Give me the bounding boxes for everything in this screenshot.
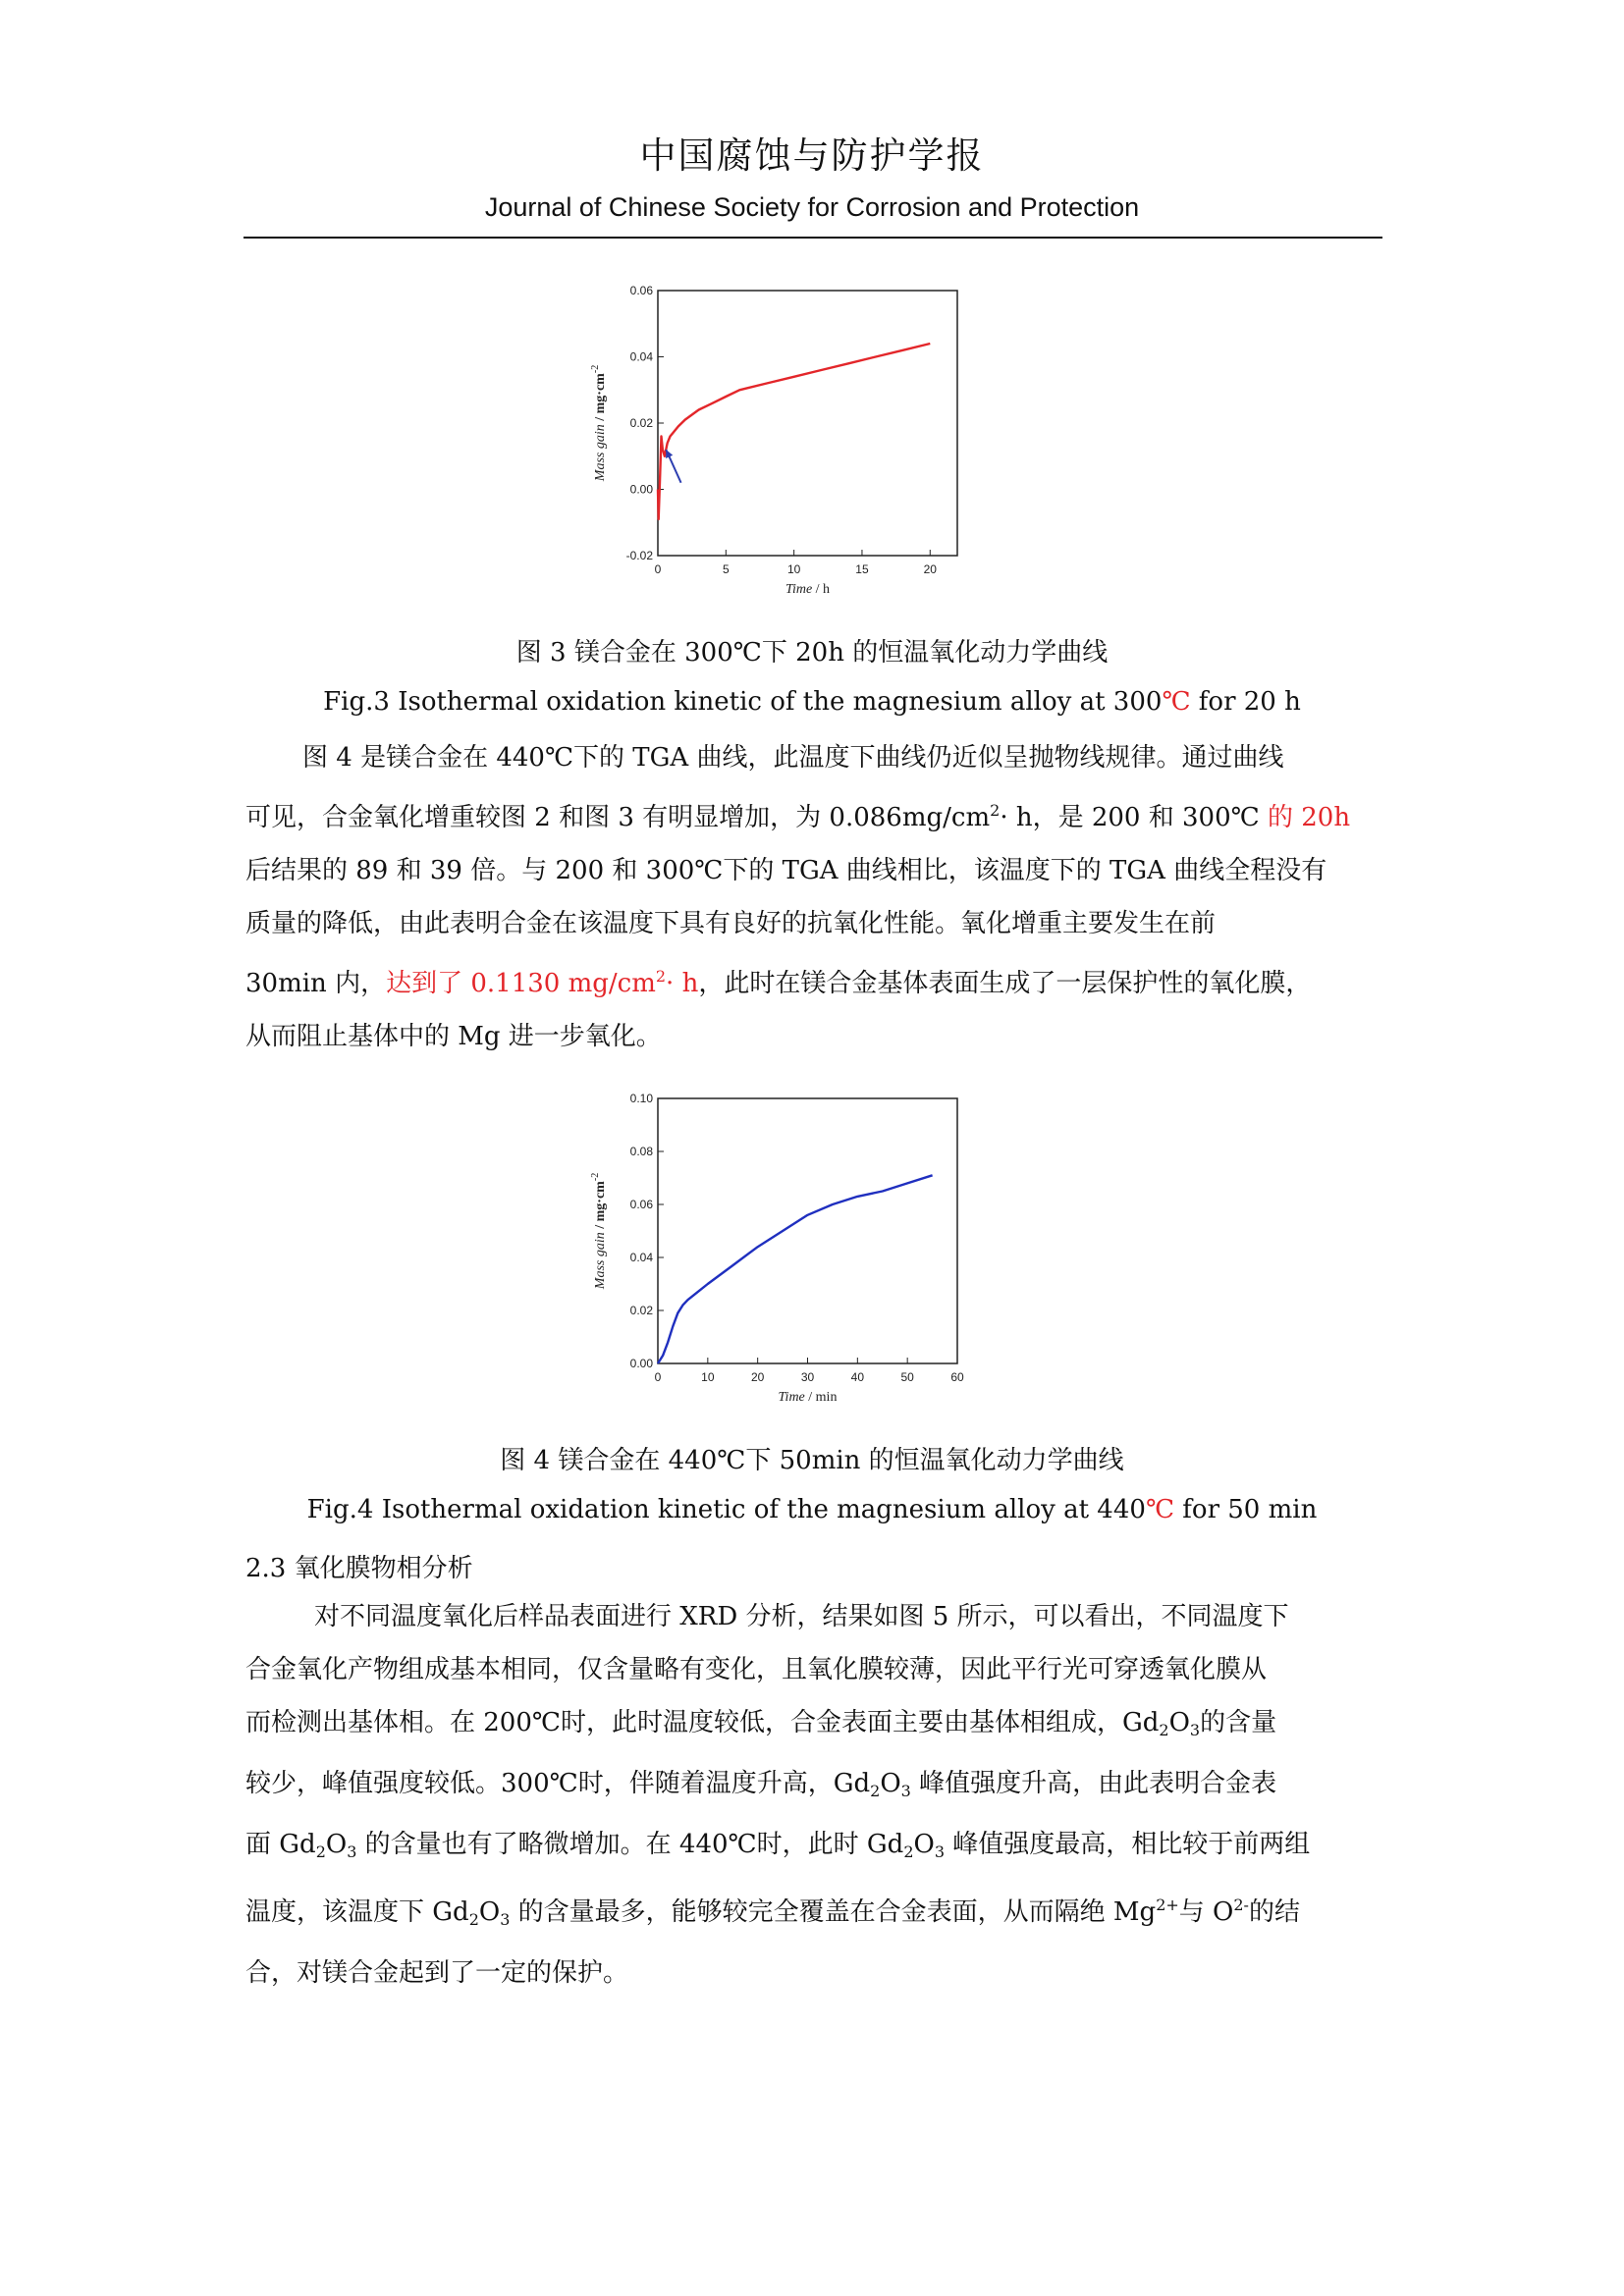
figure-3-chart	[565, 277, 1016, 611]
fig4-yaxis-label: Mass gain / $mg\cdot cm^{-2}$	[590, 1172, 608, 1290]
para2-line-2: 合金氧化产物组成基本相同，仅含量略有变化，且氧化膜较薄，因此平行光可穿透氧化膜从	[245, 1655, 1268, 1684]
fig4-ytick-label: 0.10	[629, 1092, 653, 1105]
para1-line-5-a: 30min 内，	[245, 969, 387, 998]
para2-line-5-sub4: 3	[934, 1842, 946, 1861]
para1-line-1: 图 4 是镁合金在 440℃下的 TGA 曲线，此温度下曲线仍近似呈抛物线规律。通过曲线	[302, 743, 1284, 773]
para1-line-5-red: 达到了 0.1130 mg/cm	[386, 969, 656, 998]
fig3-xtick-label: 0	[654, 562, 662, 576]
para1-line-2	[245, 784, 1384, 844]
fig4-xtick-label: 0	[654, 1370, 662, 1384]
fig4-xtick-label: 20	[750, 1370, 765, 1384]
para2-line-5-b: O	[325, 1830, 348, 1859]
para1-line-2-a: 可见，合金氧化增重较图 2 和图 3 有明显增加，为 0.086mg/cm	[245, 803, 991, 832]
fig4-ytick-label: 0.02	[629, 1304, 653, 1317]
figure-4-svg	[565, 1085, 1016, 1423]
fig3-xtick-label: 10	[786, 562, 801, 576]
figure-3-caption-en-tail: for 20 h	[1190, 687, 1301, 717]
fig4-xtick-label: 10	[701, 1370, 715, 1384]
para1-line-3: 后结果的 89 和 39 倍。与 200 和 300℃下的 TGA 曲线相比，该温度下的 TGA 曲线全程没有	[245, 856, 1327, 885]
para2-line-5-sub1: 2	[315, 1842, 326, 1861]
para2-line-4-a: 较少，峰值强度较低。300℃时，伴随着温度升高，Gd	[245, 1769, 871, 1798]
para2-line-5-a: 面 Gd	[245, 1830, 316, 1859]
para2-line-6-b: O	[478, 1897, 501, 1927]
fig4-plot-frame	[658, 1098, 957, 1363]
fig4-xtick-label: 60	[950, 1370, 964, 1384]
para2-line-6-a: 温度，该温度下 Gd	[245, 1897, 469, 1927]
para2-line-5-sub3: 2	[903, 1842, 914, 1861]
para2-line-4-b: O	[880, 1769, 901, 1798]
para2-line-6-d: 与 O	[1178, 1897, 1234, 1927]
para2-line-1: 对不同温度氧化后样品表面进行 XRD 分析，结果如图 5 所示，可以看出，不同温度下	[314, 1602, 1289, 1631]
journal-title-en: Journal of Chinese Society for Corrosion and Protection	[484, 192, 1140, 222]
figure-3-caption-en-main: Fig.3 Isothermal oxidation kinetic of the magnesium alloy at 300	[323, 687, 1163, 717]
header-rule	[244, 237, 1382, 239]
para1-line-5-b: ，此时在镁合金基体表面生成了一层保护性的氧化膜，	[698, 969, 1312, 998]
figure-3-caption-cn: 图 3 镁合金在 300℃下 20h 的恒温氧化动力学曲线	[515, 638, 1109, 667]
fig4-ytick-label: 0.04	[629, 1251, 653, 1264]
fig4-xtick-label: 30	[800, 1370, 815, 1384]
para2-line-3-a: 而检测出基体相。在 200℃时，此时温度较低，合金表面主要由基体相组成，Gd	[245, 1708, 1160, 1737]
para2-line-3-sub1: 2	[1159, 1721, 1169, 1739]
figure-3-caption-en	[0, 687, 1624, 717]
figure-3-svg	[565, 277, 1016, 611]
para1-line-2-b: · h，是 200 和 300℃	[1000, 803, 1268, 832]
fig3-ytick-label: -0.02	[625, 549, 653, 562]
fig3-ytick-label: 0.06	[629, 284, 653, 297]
fig3-ytick-label: 0.02	[629, 416, 653, 430]
fig3-xtick-label: 15	[855, 562, 869, 576]
fig4-xtick-label: 40	[850, 1370, 865, 1384]
para2-line-4-sub1: 2	[870, 1782, 881, 1800]
paragraph-fig4-discussion	[245, 731, 1384, 1063]
fig3-xtick-label: 20	[923, 562, 937, 576]
para2-line-5	[245, 1818, 1384, 1879]
para2-line-6-sup1: 2+	[1156, 1896, 1179, 1914]
para1-line-5	[245, 950, 1384, 1010]
para2-line-6-sub1: 2	[468, 1910, 479, 1929]
para1-line-5-red2: · h	[666, 969, 699, 998]
figure-4-caption-en-unit: ℃	[1145, 1495, 1175, 1524]
para2-line-3-c: 的含量	[1200, 1708, 1277, 1737]
fig4-series-line	[658, 1175, 933, 1363]
para2-line-6-c: 的含量最多，能够较完全覆盖在合金表面，从而隔绝 Mg	[510, 1897, 1157, 1927]
fig3-plot-frame	[658, 291, 957, 556]
fig4-ytick-label: 0.06	[629, 1198, 653, 1211]
para2-line-3-sub2: 3	[1189, 1721, 1201, 1739]
fig4-xaxis-label: Time / min	[778, 1390, 838, 1405]
para2-line-5-e: 峰值强度最高，相比较于前两组	[945, 1830, 1311, 1859]
para2-line-5-sub2: 3	[347, 1842, 357, 1861]
fig3-xtick-label: 5	[722, 562, 730, 576]
figure-3-caption-en-unit: ℃	[1162, 687, 1191, 717]
figure-4-caption-en	[0, 1495, 1624, 1524]
para1-line-2-red: 的 20h	[1267, 803, 1351, 832]
para2-line-6-sub2: 3	[500, 1910, 511, 1929]
para1-line-6: 从而阻止基体中的 Mg 进一步氧化。	[245, 1022, 662, 1051]
journal-title-cn: 中国腐蚀与防护学报	[639, 134, 985, 177]
para2-line-6	[245, 1879, 1384, 1947]
para2-line-3	[245, 1696, 1384, 1757]
fig3-yaxis-label: Mass gain / $mg\cdot cm^{-2}$	[590, 364, 608, 482]
figure-4-caption-cn: 图 4 镁合金在 440℃下 50min 的恒温氧化动力学曲线	[500, 1446, 1124, 1475]
para2-line-4	[245, 1757, 1384, 1818]
para1-line-4: 质量的降低，由此表明合金在该温度下具有良好的抗氧化性能。氧化增重主要发生在前	[245, 909, 1217, 938]
fig4-xtick-label: 50	[900, 1370, 914, 1384]
para1-line-2-sup: 2	[990, 801, 1001, 820]
para2-line-6-sup2: 2-	[1233, 1896, 1249, 1914]
figure-4-caption-en-tail: for 50 min	[1174, 1495, 1318, 1524]
fig3-ytick-label: 0.04	[629, 349, 653, 364]
fig4-ytick-label: 0.00	[629, 1357, 653, 1370]
figure-4-caption-en-main: Fig.4 Isothermal oxidation kinetic of the magnesium alloy at 440	[306, 1495, 1146, 1524]
para2-line-6-e: 的结	[1248, 1897, 1300, 1927]
fig4-ytick-label: 0.08	[629, 1145, 653, 1158]
para2-line-5-d: O	[913, 1830, 935, 1859]
paragraph-xrd-analysis	[245, 1590, 1384, 2000]
figure-4-chart	[565, 1085, 1016, 1423]
section-heading: 2.3 氧化膜物相分析	[245, 1554, 473, 1583]
para2-line-7: 合，对镁合金起到了一定的保护。	[245, 1958, 629, 1988]
fig3-ytick-label: 0.00	[629, 482, 653, 497]
para2-line-3-b: O	[1168, 1708, 1190, 1737]
fig3-xaxis-label: Time / h	[785, 582, 831, 597]
para2-line-5-c: 的含量也有了略微增加。在 440℃时，此时 Gd	[356, 1830, 904, 1859]
para2-line-4-sub2: 3	[900, 1782, 911, 1800]
para1-line-5-sup: 2	[655, 967, 667, 986]
para2-line-4-c: 峰值强度升高，由此表明合金表	[910, 1769, 1277, 1798]
fig3-series-line	[658, 344, 930, 519]
